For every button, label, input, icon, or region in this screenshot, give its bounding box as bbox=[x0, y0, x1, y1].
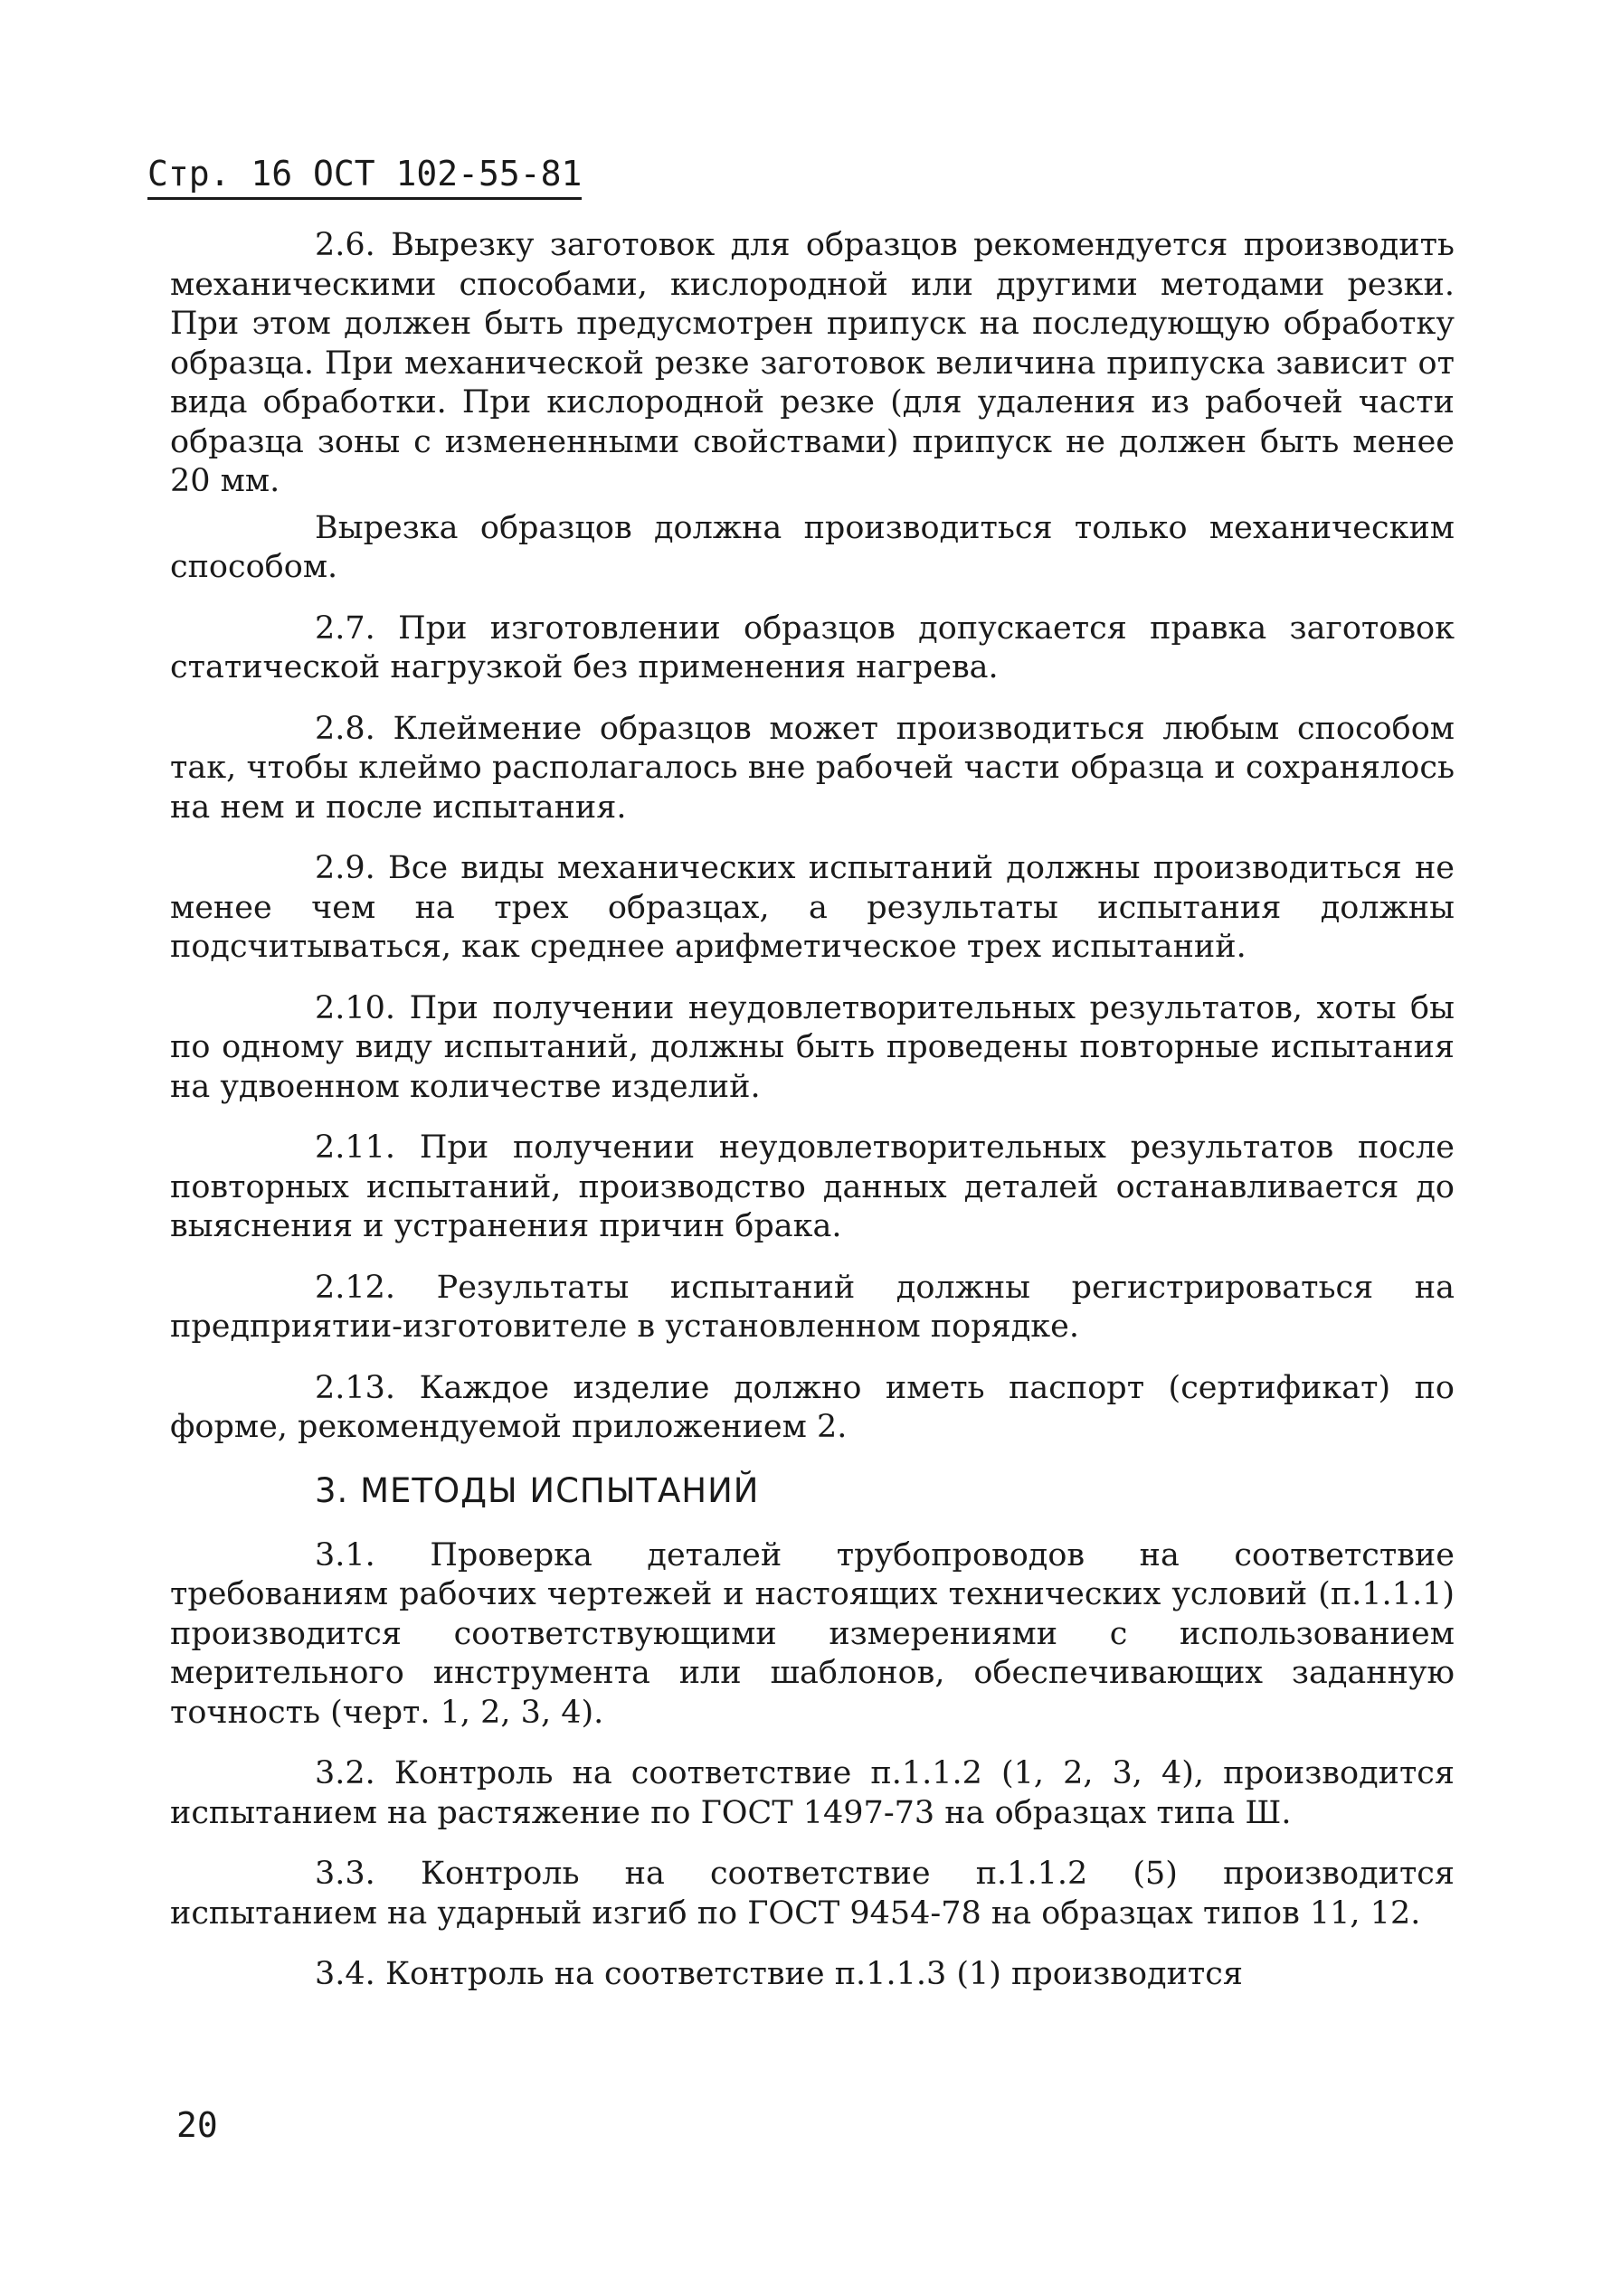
paragraph-2-10 bbox=[170, 989, 1455, 1108]
document-body bbox=[170, 226, 1455, 2017]
paragraph-text: Все виды механических испытаний должны производиться не менее чем на трех образцах, а результаты испытания должны подсчитываться, как среднее арифметическое трех испытаний. bbox=[170, 850, 1455, 965]
paragraph-2-6 bbox=[170, 226, 1455, 502]
paragraph-text: Контроль на соответствие п.1.1.2 (5) производится испытанием на ударный изгиб по ГОСТ 9454-78 на образцах типов 11, 12. bbox=[170, 1856, 1455, 1932]
paragraph-text: Вырезку заготовок для образцов рекомендуется производить механическими способами, кислородной или другими методами резки. При этом должен быть предусмотрен припуск на последующую обработку образца. При механической резке заготовок величина припуска зависит от вида обработки. При кислородной резке (для удаления из рабочей части образца зоны с измененными свойствами) припуск не должен быть менее 20 мм. bbox=[170, 227, 1455, 499]
paragraph-2-12 bbox=[170, 1269, 1455, 1347]
paragraph-2-9 bbox=[170, 849, 1455, 968]
paragraph-3-1 bbox=[170, 1536, 1455, 1734]
paragraph-number: 3.4. bbox=[315, 1956, 375, 1992]
paragraph-number: 2.6. bbox=[315, 227, 375, 263]
paragraph-number: 2.8. bbox=[315, 710, 375, 747]
paragraph-text: Клеймение образцов может производиться любым способом так, чтобы клеймо располагалось вне рабочей части образца и сохранялось на нем и после испытания. bbox=[170, 710, 1455, 826]
paragraph-3-3 bbox=[170, 1855, 1455, 1933]
paragraph-2-13 bbox=[170, 1369, 1455, 1448]
page-header: Стр. 16 ОСТ 102-55-81 bbox=[147, 152, 582, 200]
paragraph-text: Вырезка образцов должна производиться только механическим способом. bbox=[170, 509, 1455, 585]
paragraph-text: Результаты испытаний должны регистрироваться на предприятии-изготовителе в установленном порядке. bbox=[170, 1269, 1455, 1345]
paragraph-text: Контроль на соответствие п.1.1.2 (1, 2, 3, 4), производится испытанием на растяжение по ГОСТ 1497-73 на образцах типа Ш. bbox=[170, 1755, 1455, 1831]
paragraph-text: Проверка деталей трубопроводов на соответствие требованиям рабочих чертежей и настоящих технических условий (п.1.1.1) производится соответствующими измерениями с использованием мерительного инструмента или шаблонов, обеспечивающих заданную точность (черт. 1, 2, 3, 4). bbox=[170, 1536, 1455, 1731]
paragraph-number: 2.11. bbox=[315, 1129, 396, 1166]
paragraph-number: 3.2. bbox=[315, 1755, 375, 1791]
paragraph-2-8 bbox=[170, 710, 1455, 828]
paragraph-number: 2.7. bbox=[315, 609, 375, 647]
paragraph-number: 3.3. bbox=[315, 1856, 375, 1892]
page-number: 20 bbox=[176, 2105, 218, 2145]
paragraph-number: 2.12. bbox=[315, 1269, 396, 1306]
paragraph-number: 2.9. bbox=[315, 850, 375, 886]
paragraph-text: При получении неудовлетворительных результатов, хоты бы по одному виду испытаний, должны быть проведены повторные испытания на удвоенном количестве изделий. bbox=[170, 989, 1455, 1105]
paragraph-3-2 bbox=[170, 1754, 1455, 1833]
paragraph-text: При получении неудовлетворительных результатов после повторных испытаний, производство данных деталей останавливается до выяснения и устранения причин брака. bbox=[170, 1129, 1455, 1244]
paragraph-text: Контроль на соответствие п.1.1.3 (1) производится bbox=[384, 1956, 1243, 1992]
paragraph-3-4 bbox=[170, 1955, 1455, 1995]
paragraph-text: Каждое изделие должно иметь паспорт (сертификат) по форме, рекомендуемой приложением 2. bbox=[170, 1369, 1455, 1445]
paragraph-2-7 bbox=[170, 609, 1455, 688]
paragraph-text: При изготовлении образцов допускается правка заготовок статической нагрузкой без применения нагрева. bbox=[170, 609, 1455, 685]
paragraph-2-6-continued bbox=[170, 509, 1455, 588]
paragraph-number: 2.10. bbox=[315, 989, 396, 1026]
paragraph-number: 2.13. bbox=[315, 1369, 396, 1406]
section-title: 3. МЕТОДЫ ИСПЫТАНИЙ bbox=[315, 1470, 760, 1510]
paragraph-number: 3.1. bbox=[315, 1536, 375, 1573]
paragraph-2-11 bbox=[170, 1129, 1455, 1247]
